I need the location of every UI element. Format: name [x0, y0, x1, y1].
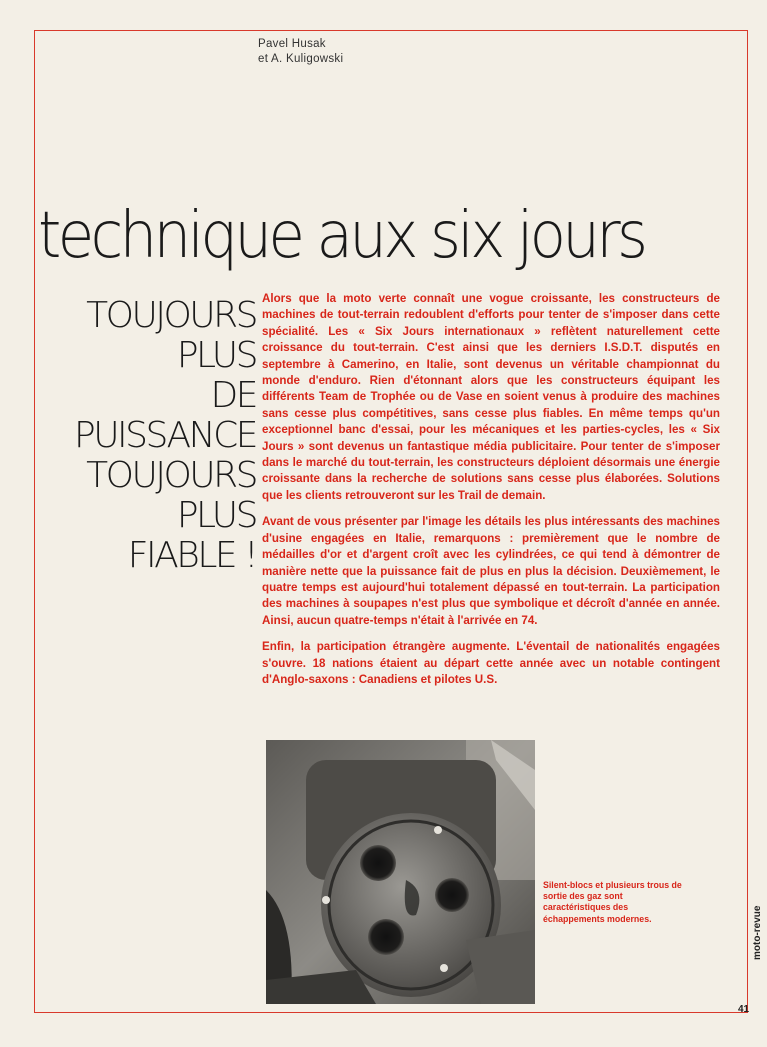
deck-line: TOUJOURS — [86, 455, 256, 496]
author-byline — [258, 37, 343, 67]
magazine-name: moto-revue — [752, 905, 763, 960]
article-deck — [44, 296, 256, 576]
author-line-1: Pavel Husak — [258, 38, 326, 50]
article-body — [262, 291, 720, 698]
body-paragraph-2: Avant de vous présenter par l'image les détails les plus intéressants des machines d'usine engagées en Italie, remarquons : premièrement que le nombre de médailles d'or et d'argent croît avec les cylindrées, ce qui tend à démontrer de manière nette que la puissance fait de plus en plus la décision. Deuxièmement, le quatre temps est aujourd'hui totalement dépassé en tout-terrain. La participation des machines à soupapes n'est plus que symbolique et décroît d'année en année. Ainsi, aucun quatre-temps n'était à l'arrivée en 74. — [262, 515, 720, 627]
deck-line: DE — [210, 375, 256, 416]
deck-line: TOUJOURS — [86, 295, 256, 336]
author-line-2: et A. Kuligowski — [258, 53, 344, 65]
body-paragraph-3: Enfin, la participation étrangère augmente. L'éventail de nationalités engagées s'ouvre. 18 nations étaient au départ cette année avec un notable contingent d'Anglo-saxons : Canadiens et pilotes U.S. — [262, 640, 720, 686]
deck-line: PLUS — [176, 335, 256, 376]
exhaust-photo — [266, 740, 535, 1004]
article-headline: technique aux six jours — [38, 199, 645, 273]
deck-line: PLUS — [176, 495, 256, 536]
photo-caption: Silent-blocs et plusieurs trous de sortie des gaz sont caractéristiques des échappements modernes. — [543, 880, 682, 924]
body-paragraph-1: Alors que la moto verte connaît une vogue croissante, les constructeurs de machines de tout-terrain redoublent d'efforts pour tenter de s'imposer dans cette spécialité. Les « Six Jours internationaux » reflètent naturellement cette croissance du tout-terrain. C'est ainsi que les derniers I.S.D.T. disputés en septembre à Camerino, en Italie, sont devenus un véritable championnat du monde d'enduro. Rien d'étonnant alors que les constructeurs équipant les différents Team de Trophée ou de Vase en soient venus à produire des machines sans cesse plus compétitives, sans cesse plus fiables. En même temps qu'un exceptionnel banc d'essai, pour les mécaniques et les parties-cycles, les « Six Jours » sont devenus un fantastique média publicitaire. Pour tenter de s'imposer dans le marché du tout-terrain, les constructeurs déploient désormais une énergie croissante dans la recherche de solutions sans cesse plus élaborées. Solutions que les clients retrouveront sur les Trail de demain. — [262, 292, 720, 502]
exhaust-photo-illustration — [266, 740, 535, 1004]
deck-line: PUISSANCE — [74, 415, 256, 456]
page-number: 41 — [738, 1004, 750, 1015]
deck-line: FIABLE ! — [127, 535, 256, 576]
